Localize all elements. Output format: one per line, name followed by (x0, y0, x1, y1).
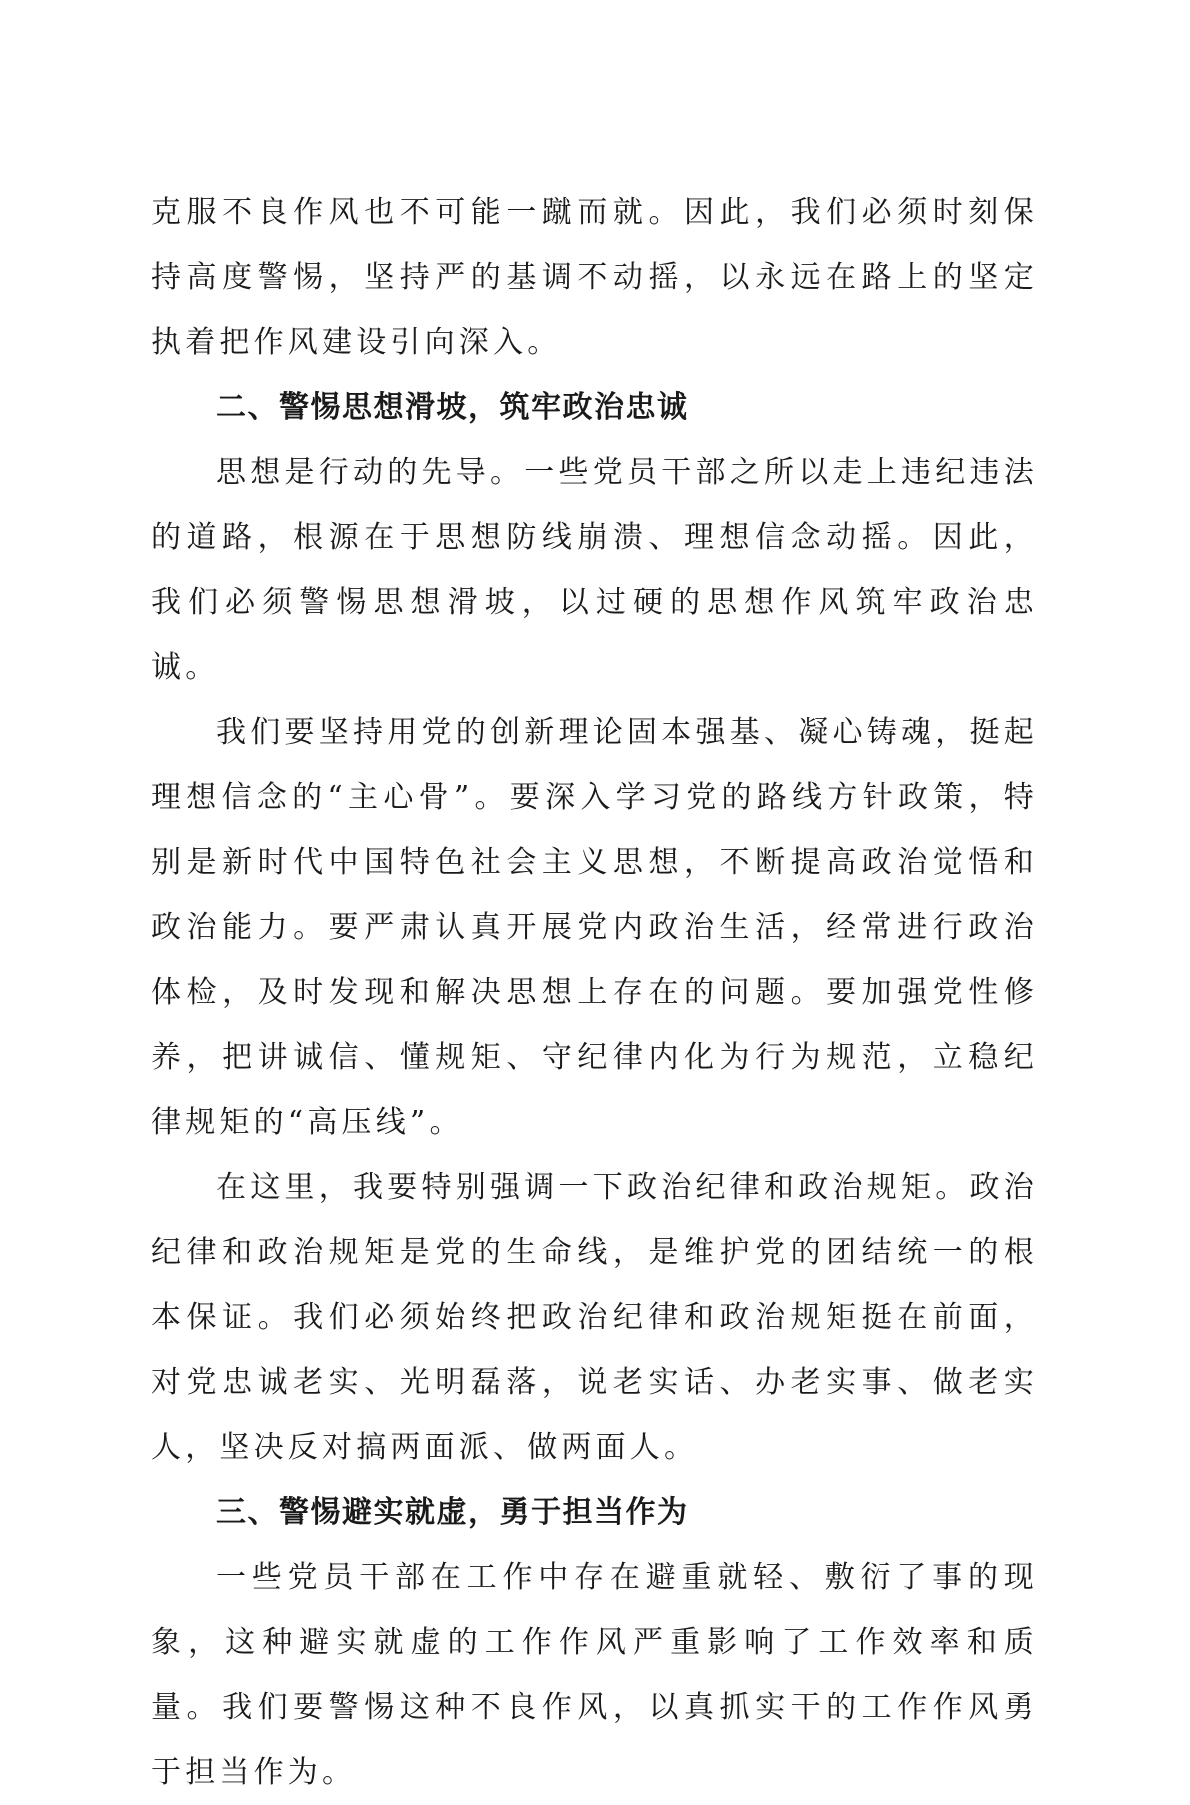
section-heading-3: 三、警惕避实就虚，勇于担当作为 (216, 1495, 689, 1530)
section-heading-2: 二、警惕思想滑坡，筑牢政治忠诚 (216, 390, 689, 425)
paragraph-3-1: 一些党员干部在工作中存在避重就轻、敷衍了事的现象，这种避实就虚的工作作风严重影响了工作效率和质量。我们要警惕这种不良作风，以真抓实干的工作作风勇于担当作为。 (151, 1560, 1038, 1790)
paragraph-intro-continued: 克服不良作风也不可能一蹴而就。因此，我们必须时刻保持高度警惕，坚持严的基调不动摇，以永远在路上的坚定执着把作风建设引向深入。 (151, 195, 1038, 360)
paragraph-2-1: 思想是行动的先导。一些党员干部之所以走上违纪违法的道路，根源在于思想防线崩溃、理想信念动摇。因此，我们必须警惕思想滑坡，以过硬的思想作风筑牢政治忠诚。 (151, 455, 1038, 685)
paragraph-2-2: 我们要坚持用党的创新理论固本强基、凝心铸魂，挺起理想信念的“主心骨”。要深入学习党的路线方针政策，特别是新时代中国特色社会主义思想，不断提高政治觉悟和政治能力。要严肃认真开展党内政治生活，经常进行政治体检，及时发现和解决思想上存在的问题。要加强党性修养，把讲诚信、懂规矩、守纪律内化为行为规范，立稳纪律规矩的“高压线”。 (151, 715, 1038, 1140)
document-body (151, 180, 1038, 1805)
paragraph-2-3: 在这里，我要特别强调一下政治纪律和政治规矩。政治纪律和政治规矩是党的生命线，是维护党的团结统一的根本保证。我们必须始终把政治纪律和政治规矩挺在前面，对党忠诚老实、光明磊落，说老实话、办老实事、做老实人，坚决反对搞两面派、做两面人。 (151, 1170, 1038, 1465)
